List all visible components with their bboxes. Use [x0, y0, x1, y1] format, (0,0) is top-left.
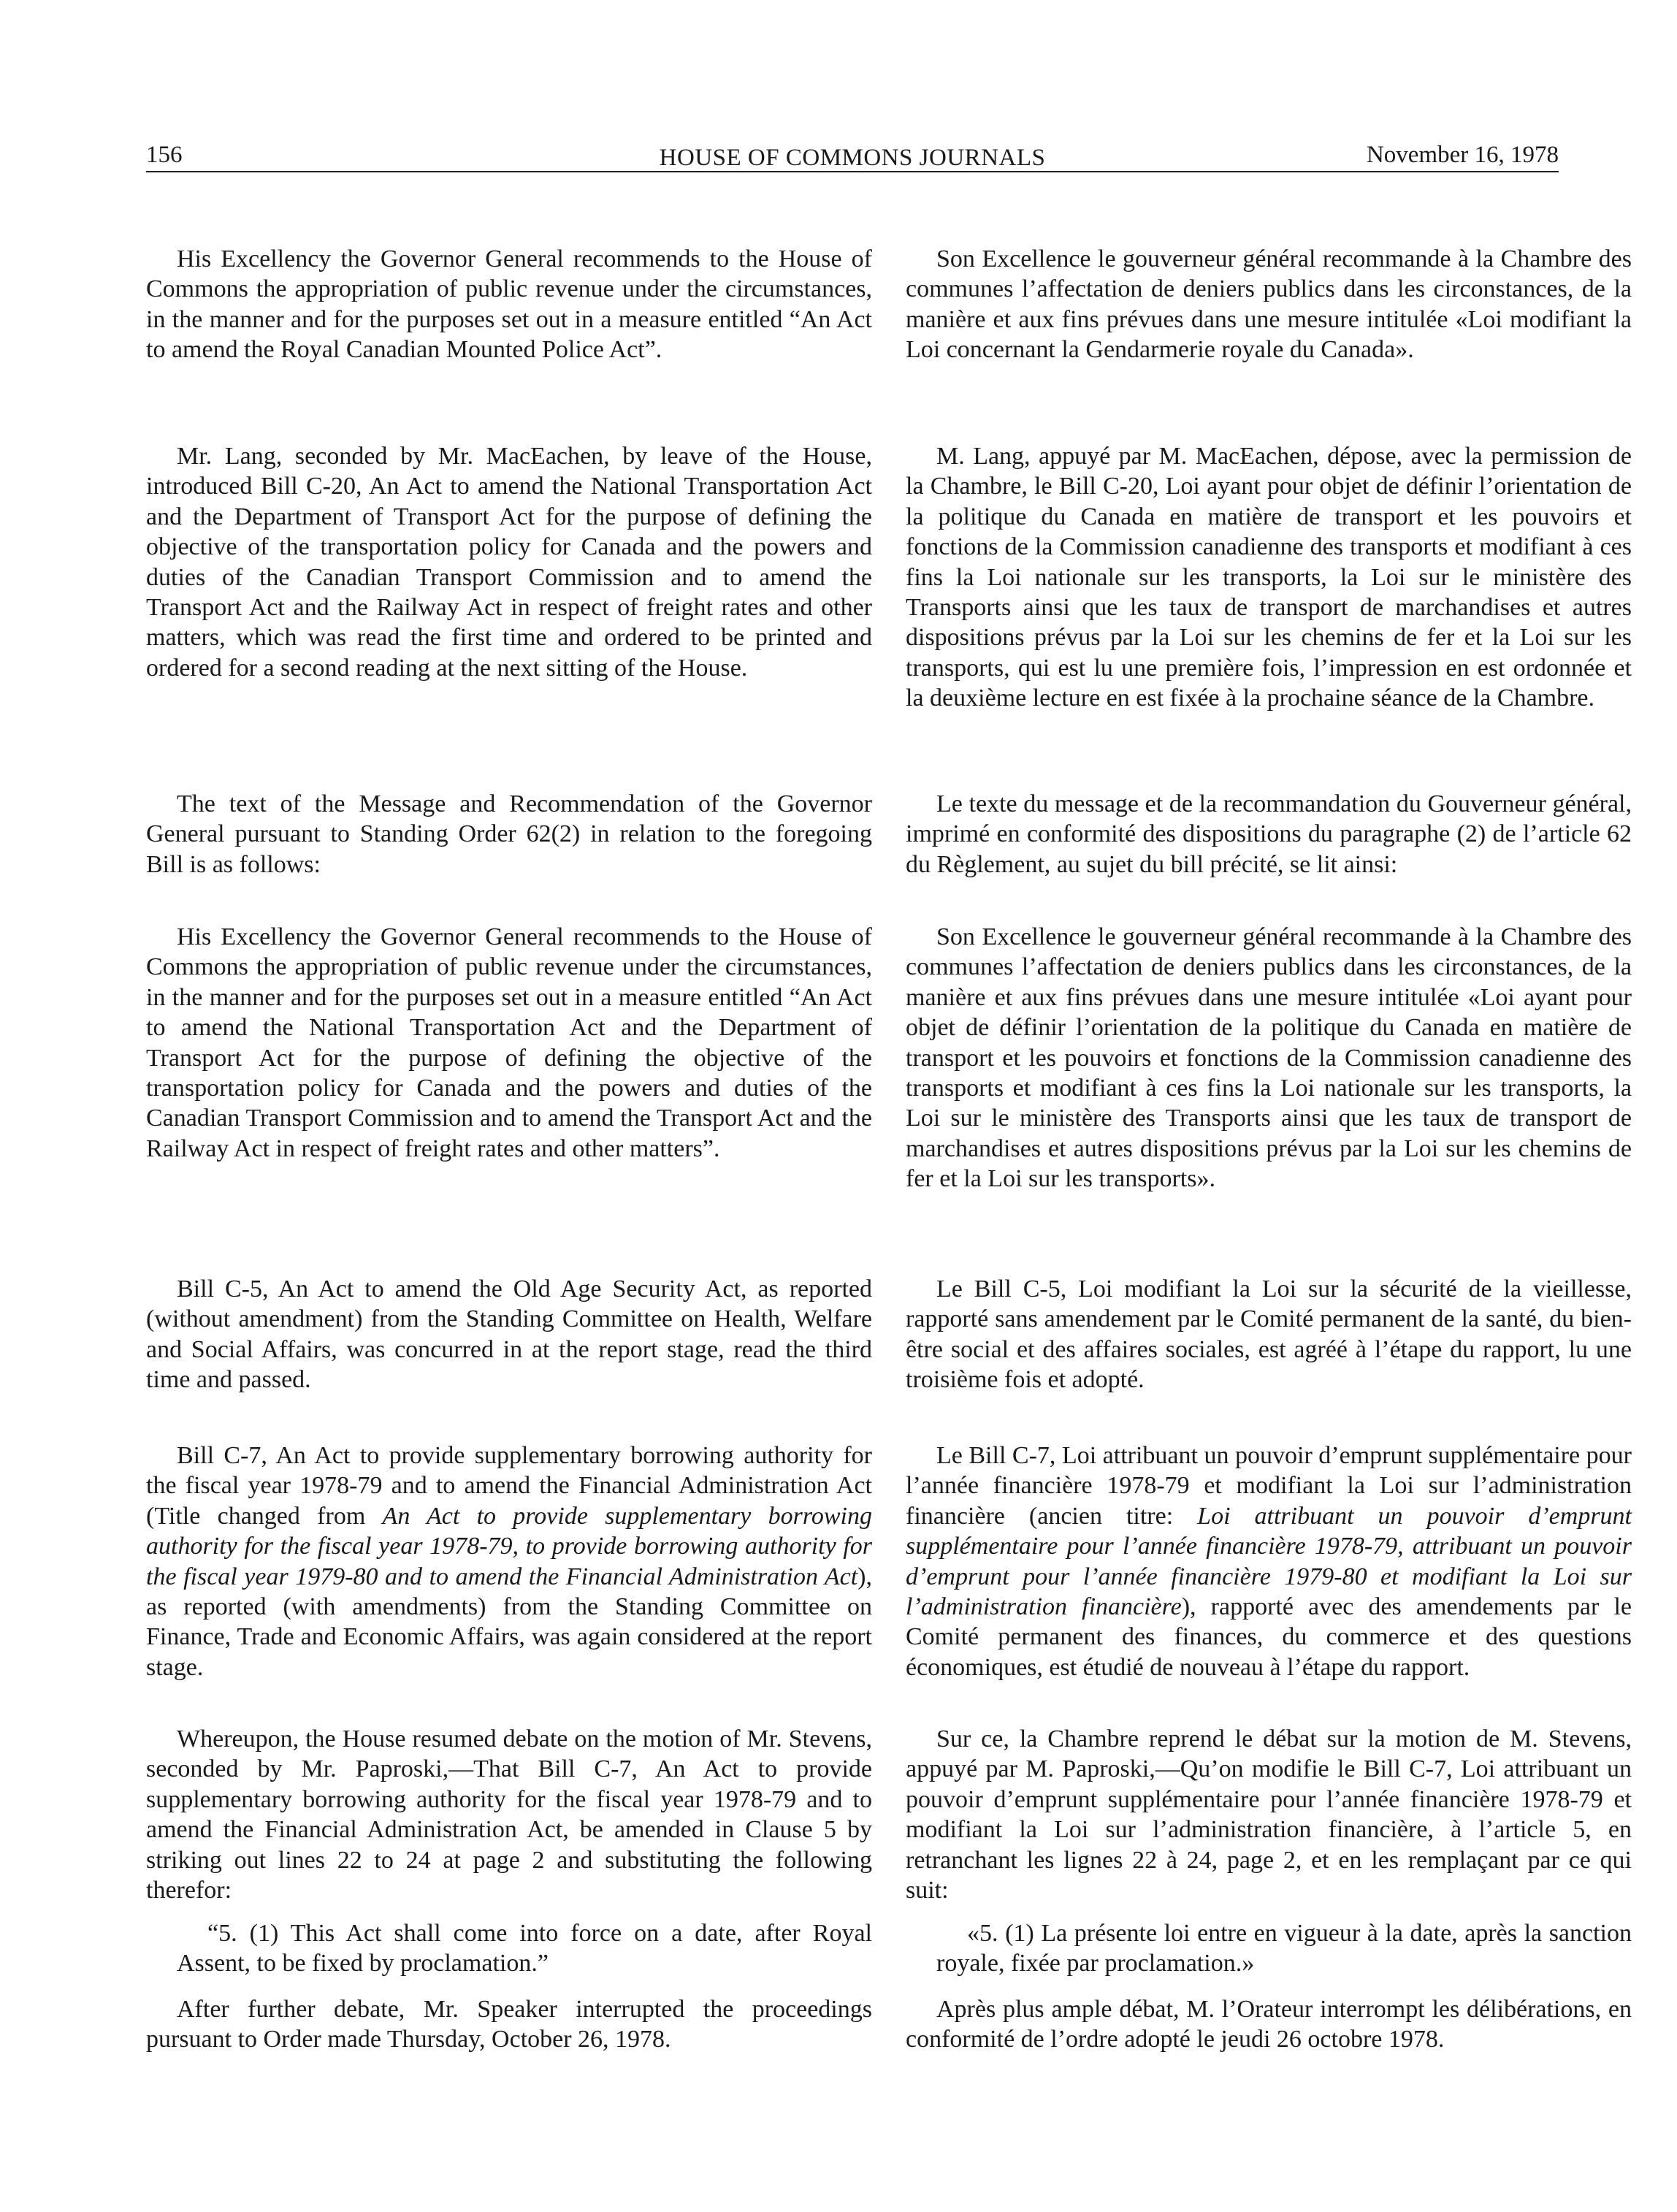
- en-bill-c7-text-end: ), as reported (with amendments) from the Standing Committee on Finance, Trade and Economic Affairs, was again considered at the report stage.: [146, 1563, 872, 1681]
- fr-bill-c20-introduction: M. Lang, appuyé par M. MacEachen, dépose, avec la permission de la Chambre, le Bill C-20, Loi ayant pour objet de définir l’orientation de la politique du Canada en matière de transport et les pouvoirs et fonctions de la Commission canadienne des transports et modifiant à ces fins la Loi nationale sur les transports, la Loi sur le ministère des Transports ainsi que les taux de transport de marchandises et autres dispositions prévus par la Loi sur les chemins de fer et la Loi sur les transports, qui est lu une première fois, l’impression en est ordonnée et la deuxième lecture en est fixée à la prochaine séance de la Chambre.: [906, 443, 1632, 712]
- fr-bill-c7-text: Le Bill C-7, Loi attribuant un pouvoir d’emprunt supplémentaire pour l’année financière 1978-79 et modifiant la Loi sur l’administration financière (ancien titre:: [906, 1442, 1632, 1530]
- fr-debate-motion: Sur ce, la Chambre reprend le débat sur la motion de M. Stevens, appuyé par M. Paproski,—Qu’on modifie le Bill C-7, Loi attribuant un pouvoir d’emprunt supplémentaire pour l’année financière 1978-79 et modifiant la Loi sur l’administration financière, à l’article 5, en retranchant les lignes 22 à 24, page 2, et en les remplaçant par ce qui suit:: [906, 1725, 1632, 1904]
- en-recommendation-rcmp: His Excellency the Governor General recommends to the House of Commons the appropriation of public revenue under the circumstances, in the manner and for the purposes set out in a measure entitled “An Act to amend the Royal Canadian Mounted Police Act”.: [146, 245, 872, 364]
- fr-recommendation-c20: Son Excellence le gouverneur général recommande à la Chambre des communes l’affectation de deniers publics dans les circonstances, de la manière et aux fins prévues dans une mesure intitulée «Loi ayant pour objet de définir l’orientation de la politique du Canada en matière de transport et les pouvoirs et fonctions de la Commission canadienne des transports et modifiant à ces fins la Loi nationale sur les transports, la Loi sur le ministère des Transports ainsi que les taux de transport de marchandises et autres dispositions prévus par la Loi sur les chemins de fer et la Loi sur les transports».: [906, 923, 1632, 1193]
- page-date: November 16, 1978: [1366, 142, 1559, 168]
- fr-bill-c5: Le Bill C-5, Loi modifiant la Loi sur la sécurité de la vieillesse, rapporté sans amendement par le Comité permanent de la santé, du bien-être social et des affaires sociales, est agréé à l’étape du rapport, lu une troisième fois et adopté.: [906, 1275, 1632, 1394]
- page-header: [146, 139, 1559, 172]
- en-debate-motion: Whereupon, the House resumed debate on the motion of Mr. Stevens, seconded by Mr. Paproski,—That Bill C-7, An Act to provide supplementary borrowing authority for the fiscal year 1978-79 and to amend the Financial Administration Act, be amended in Clause 5 by striking out lines 22 to 24 at page 2 and substituting the following therefor:: [146, 1725, 872, 1904]
- en-bill-c7: [146, 1441, 872, 1682]
- journal-title: HOUSE OF COMMONS JOURNALS: [659, 145, 1046, 171]
- en-bill-c7-text: Bill C-7, An Act to provide supplementary borrowing authority for the fiscal year 1978-79 and to amend the Financial Administration Act (Title changed from: [146, 1442, 872, 1530]
- en-speaker-interrupted: After further debate, Mr. Speaker interrupted the proceedings pursuant to Order made Thursday, October 26, 1978.: [146, 1996, 872, 2053]
- en-bill-c7-former-title: An Act to provide supplementary borrowing authority for the fiscal year 1978-79, to provide borrowing authority for the fiscal year 1979-80 and to amend the Financial Administration Act: [146, 1502, 872, 1590]
- fr-bill-c7: [906, 1441, 1632, 1682]
- fr-bill-c7-former-title: Loi attribuant un pouvoir d’emprunt supplémentaire pour l’année financière 1978-79, attribuant un pouvoir d’emprunt pour l’année financière 1979-80 et modifiant la Loi sur l’administration financière: [906, 1502, 1632, 1621]
- en-message-text-intro: The text of the Message and Recommendation of the Governor General pursuant to Standing Order 62(2) in relation to the foregoing Bill is as follows:: [146, 790, 872, 878]
- fr-bill-c7-text-end: ), rapporté avec des amendements par le Comité permanent des finances, du commerce et des questions économiques, est étudié de nouveau à l’étape du rapport.: [906, 1593, 1632, 1681]
- en-amendment-quote: “5. (1) This Act shall come into force on a date, after Royal Assent, to be fixed by proclamation.”: [177, 1920, 872, 1978]
- page-number: 156: [146, 142, 183, 168]
- en-bill-c20-introduction: Mr. Lang, seconded by Mr. MacEachen, by leave of the House, introduced Bill C-20, An Act to amend the National Transportation Act and the Department of Transport Act for the purpose of defining the objective of the transportation policy for Canada and the powers and duties of the Canadian Transport Commission and to amend the Transport Act and the Railway Act in respect of freight rates and other matters, which was read the first time and ordered to be printed and ordered for a second reading at the next sitting of the House.: [146, 443, 872, 682]
- fr-recommendation-rcmp: Son Excellence le gouverneur général recommande à la Chambre des communes l’affectation de deniers publics dans les circonstances, de la manière et aux fins prévues dans une mesure intitulée «Loi modifiant la Loi concernant la Gendarmerie royale du Canada».: [906, 245, 1632, 364]
- fr-speaker-interrupted: Après plus ample débat, M. l’Orateur interrompt les délibérations, en conformité de l’ordre adopté le jeudi 26 octobre 1978.: [906, 1996, 1632, 2053]
- en-recommendation-c20: His Excellency the Governor General recommends to the House of Commons the appropriation of public revenue under the circumstances, in the manner and for the purposes set out in a measure entitled “An Act to amend the National Transportation Act and the Department of Transport Act for the purpose of defining the objective of the transportation policy for Canada and the powers and duties of the Canadian Transport Commission and to amend the Transport Act and the Railway Act in respect of freight rates and other matters”.: [146, 923, 872, 1162]
- fr-message-text-intro: Le texte du message et de la recommandation du Gouverneur général, imprimé en conformité des dispositions du paragraphe (2) de l’article 62 du Règlement, au sujet du bill précité, se lit ainsi:: [906, 790, 1632, 878]
- fr-amendment-quote: «5. (1) La présente loi entre en vigueur à la date, après la sanction royale, fixée par proclamation.»: [936, 1920, 1632, 1978]
- en-bill-c5: Bill C-5, An Act to amend the Old Age Security Act, as reported (without amendment) from the Standing Committee on Health, Welfare and Social Affairs, was concurred in at the report stage, read the third time and passed.: [146, 1275, 872, 1394]
